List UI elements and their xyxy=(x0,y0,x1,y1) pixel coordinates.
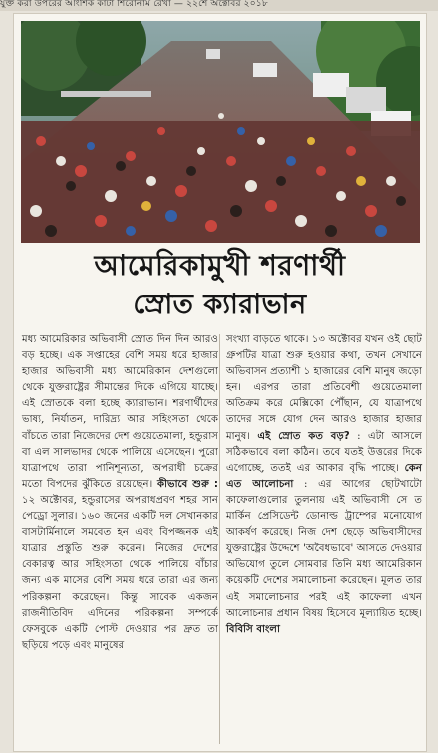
news-photo xyxy=(21,21,420,243)
headline-line-2: স্রোত ক্যারাভান xyxy=(133,289,307,320)
top-strip xyxy=(0,0,438,11)
source-credit: বিবিসি বাংলা xyxy=(226,623,280,635)
subhead-how-it-started: কীভাবে শুরু : xyxy=(156,478,218,490)
left-paragraph xyxy=(22,332,218,654)
right-intro-text: সংখ্যা বাড়তে থাকে। ১৩ অক্টোবর যখন ওই ছোট গ্রুপটির যাত্রা শুরু হওয়ার কথা, তখন সেখানে অভিবাসন প্রত্যাশী ১ হাজারের বেশি মানুষ জড়ো হন। এরপর তারা প্রতিবেশী গুয়েতেমালা অতিক্রম করে মেক্সিকো পৌঁছান, যে যাত্রাপথে তাদের সঙ্গে যোগ দেন আরও হাজার হাজার মানুষ। xyxy=(226,334,422,442)
subhead-how-big: এই স্রোত কত বড়? xyxy=(257,430,350,442)
subhead-why-discussion-text: : এর আগের ছোটখাটো কাফেলাগুলোর তুলনায় এই অভিবাসী সে ত মার্কিন প্রেসিডেন্ট ডোনাল্ড ট্রাম্পের মনোযোগ আকর্ষণ করেছে। নিজ দেশ ছেড়ে অভিবাসীদের যুক্তরাষ্ট্রের উদ্দেশে 'অবৈধভাবে' আসতে দেওয়ার অভিযোগ তুলে সোমবার তিনি মধ্য আমেরিকান কয়েকটি দেশের সমালোচনা করেছেন। মূলত তার এই সমালোচনার পরই এই কাফেলা এখন আলোচনার প্রধান বিষয় হিসেবে মূল্যায়িত হচ্ছে। xyxy=(226,478,422,619)
right-paragraph xyxy=(226,332,422,638)
headline xyxy=(14,246,426,324)
left-column xyxy=(22,332,218,654)
left-intro-text: মধ্য আমেরিকার অভিবাসী স্রোত দিন দিন আরও বড় হচ্ছে। এক সপ্তাহের বেশি সময় ধরে হাজার হাজার অভিবাসী মধ্য আমেরিকান দেশগুলো থেকে যুক্তরাষ্ট্রের সীমান্তের দিকে এগিয়ে যাচ্ছে। এই স্রোতকে বলা হচ্ছে ক্যারাভান। শরণার্থীদের ভাষ্য, নির্যাতন, দারিদ্র্য আর সহিংসতা থেকে বাঁচতে তারা নিজেদের দেশ গুয়েতেমালা, হন্ডুরাস বা এল সালভাদর থেকে পালিয়ে এসেছেন। পুরো যাত্রাপথে তারা পানিশূন্যতা, অপরাধী চক্রের মতো বিপদের ঝুঁকিতে রয়েছেন। xyxy=(22,334,219,490)
right-column xyxy=(226,332,422,638)
subhead-why-discussion: কেন এত আলোচনা xyxy=(226,462,422,490)
column-divider xyxy=(219,334,220,744)
top-strip-text: যুক্ত করা উপরের আংশিক কাটা শিরোনাম রেখা — ২২শে অক্টোবর ২০১৮ xyxy=(0,0,268,9)
headline-line-1: আমেরিকামুখী শরণার্থী xyxy=(94,249,346,282)
newspaper-clipping xyxy=(14,14,426,751)
subhead-how-big-text: : এটা আসলে সঠিকভাবে বলা কঠিন। তবে যতই উত্তরের দিকে এগোচ্ছে, ততই এর আকার বৃদ্ধি পাচ্ছে। xyxy=(226,430,422,474)
crowd-photo-image xyxy=(21,21,420,243)
subhead-how-it-started-text: ১২ অক্টোবর, হন্ডুরাসের অপরাধপ্রবণ শহর সান পেড্রো সুলার। ১৬০ জনের একটি দল সেখানকার বাসটার্মিনালে সমবেত হন এবং বিপজ্জনক এই যাত্রার প্রস্তুতি শুরু করেন। নিজের দেশের বেকারত্ব আর সহিংসতা থেকে পালিয়ে বাঁচার জন্য এক মাসের বেশি সময় ধরে তারা এর জন্য পরিকল্পনা করেছেন। কিন্তু সাবেক একজন রাজনীতিবিদ এদিনের পরিকল্পনা সম্পর্কে ফেসবুকে একটি পোস্ট দেওয়ার পর দ্রুত তা ছড়িয়ে পড়ে এবং মানুষের xyxy=(22,494,218,651)
